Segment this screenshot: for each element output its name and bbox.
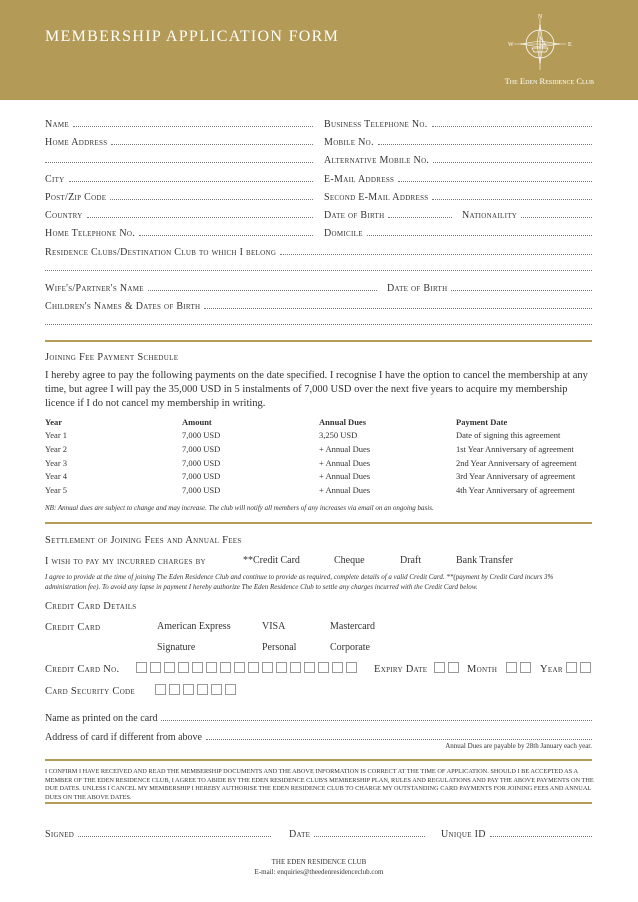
digit-box[interactable] (304, 662, 315, 673)
expiry-year-input[interactable] (566, 662, 594, 673)
children-line-2[interactable] (45, 324, 592, 325)
unique-id-field[interactable] (441, 826, 592, 840)
card-address-label: Address of card if different from above (45, 732, 202, 743)
partner-name-label: Wife's/Partner's Name (45, 283, 144, 294)
column-header: Payment Date (456, 416, 508, 427)
card-number-label: Credit Card No. (45, 664, 120, 675)
signed-field[interactable] (45, 826, 271, 840)
digit-box[interactable] (155, 684, 166, 695)
footer-email: E-mail: enquiries@theedenresidenceclub.com (254, 868, 384, 876)
card-type-personal[interactable]: Personal (262, 642, 297, 653)
digit-box[interactable] (276, 662, 287, 673)
table-row: Year 2 7,000 USD + Annual Dues 1st Year Anniversary of agreement (45, 443, 574, 454)
digit-box[interactable] (290, 662, 301, 673)
card-type-amex[interactable]: American Express (157, 621, 231, 632)
option-credit-card[interactable]: **Credit Card (243, 555, 300, 566)
digit-box[interactable] (346, 662, 357, 673)
digit-box[interactable] (197, 684, 208, 695)
column-header: Annual Dues (319, 416, 367, 427)
digit-box[interactable] (248, 662, 259, 673)
digit-box[interactable] (318, 662, 329, 673)
domicile-label: Domicile (324, 228, 363, 239)
residence-clubs-line-2[interactable] (45, 270, 592, 271)
printed-name-field[interactable] (45, 710, 592, 724)
second-email-field[interactable] (324, 189, 592, 203)
digit-box[interactable] (434, 662, 445, 673)
partner-name-field[interactable] (45, 280, 377, 294)
divider (45, 802, 592, 804)
table-row: Year 1 7,000 USD 3,250 USD Date of signing this agreement (45, 430, 561, 441)
home-address-label: Home Address (45, 137, 108, 148)
printed-name-label: Name as printed on the card (45, 713, 158, 724)
digit-box[interactable] (192, 662, 203, 673)
column-header: Year (45, 416, 62, 427)
digit-box[interactable] (183, 684, 194, 695)
digit-box[interactable] (136, 662, 147, 673)
security-code-label: Card Security Code (45, 686, 135, 697)
partner-dob-label: Date of Birth (387, 283, 448, 294)
settlement-agreement: I agree to provide at the time of joining The Eden Residence Club and continue to provide as required, complete details of a valid Credit Card. **(payment by Credit Card incurs 3% administration fee). To avoid any lapse in payment I hereby authorize The Eden Residence Club to settle any charges incurred with the Credit Card below. (45, 573, 554, 591)
digit-box[interactable] (448, 662, 459, 673)
postcode-field[interactable] (45, 189, 313, 203)
digit-box[interactable] (506, 662, 517, 673)
table-row: Year 4 7,000 USD + Annual Dues 3rd Year Anniversary of agreement (45, 471, 576, 482)
compass-e: E (568, 42, 572, 48)
card-number-input[interactable] (136, 662, 360, 673)
divider (45, 522, 592, 524)
business-phone-field[interactable] (324, 116, 592, 130)
card-address-field[interactable] (45, 729, 592, 743)
card-type-mastercard[interactable]: Mastercard (330, 621, 375, 632)
digit-box[interactable] (206, 662, 217, 673)
option-bank-transfer[interactable]: Bank Transfer (456, 555, 513, 566)
security-code-input[interactable] (155, 684, 239, 695)
expiry-label: Expiry Date (374, 664, 428, 675)
payment-schedule-table (45, 415, 595, 497)
home-address-field[interactable] (45, 134, 313, 148)
nationality-field[interactable] (462, 207, 592, 221)
second-email-label: Second E-Mail Address (324, 192, 429, 203)
digit-box[interactable] (211, 684, 222, 695)
header-banner (0, 0, 638, 100)
date-field[interactable] (289, 826, 425, 840)
compass-rose-icon (500, 10, 580, 80)
card-heading: Credit Card Details (45, 601, 137, 612)
table-row: Year 5 7,000 USD + Annual Dues 4th Year Anniversary of agreement (45, 484, 575, 495)
confirmation-statement: I CONFIRM I HAVE RECEIVED AND READ THE MEMBERSHIP DOCUMENTS AND THE ABOVE INFORMATION IS CORRECT AT THE TIME OF APPLICATION. SHOULD I BE ACCEPTED AS A MEMBER OF THE EDEN RESIDENCE CLUB, I AGREE TO ABIDE BY THE EDEN RESIDENCE CLUB'S MEMBERSHIP PLAN, RULES AND REGULATIONS AND PAY THE ABOVE PAYMENTS ON THE DUE DATES. UNLESS I CANCEL MY MEMBERSHIP I HEREBY AUTHORISE THE EDEN RESIDENCE CLUB TO CHARGE MY OUTSTANDING CARD PAYMENTS FOR JOINING FEES AND ANNUAL DUES ON THE ABOVE DATES. (45, 768, 594, 801)
club-name: The Eden Residence Club (504, 76, 594, 86)
digit-box[interactable] (332, 662, 343, 673)
dues-note: NB: Annual dues are subject to change and may increase. The club will notify all members of any increases via email on an ongoing basis. (45, 504, 434, 512)
home-phone-field[interactable] (45, 225, 313, 239)
digit-box[interactable] (234, 662, 245, 673)
card-type-visa[interactable]: VISA (262, 621, 286, 632)
residence-clubs-label: Residence Clubs/Destination Club to which I belong (45, 247, 277, 258)
wish-label: I wish to pay my incurred charges by (45, 556, 206, 567)
dob-field[interactable] (324, 207, 452, 221)
dob-label: Date of Birth (324, 210, 385, 221)
table-header-row (45, 415, 595, 429)
children-field[interactable] (45, 298, 592, 312)
dues-payable-note: Annual Dues are payable by 28th January each year. (445, 742, 592, 750)
divider (45, 759, 592, 761)
email-field[interactable] (324, 171, 592, 185)
name-label: Name (45, 119, 69, 130)
domicile-field[interactable] (324, 225, 592, 239)
mobile-label: Mobile No. (324, 137, 374, 148)
date-label: Date (289, 829, 311, 840)
partner-dob-field[interactable] (387, 280, 592, 294)
digit-box[interactable] (580, 662, 591, 673)
digit-box[interactable] (178, 662, 189, 673)
residence-clubs-field[interactable] (45, 244, 592, 258)
children-label: Children's Names & Dates of Birth (45, 301, 201, 312)
card-type-signature[interactable]: Signature (157, 642, 196, 653)
card-type-corporate[interactable]: Corporate (330, 642, 370, 653)
digit-box[interactable] (262, 662, 273, 673)
joining-fee-paragraph: I hereby agree to pay the following payments on the date specified. I recognise I have the option to cancel the membership at any time, but agree I will pay the 35,000 USD in 5 instalments of 7,000 USD over the next five years to acquire my membership licence if I do not cancel my membership in writing. (45, 370, 588, 409)
signed-label: Signed (45, 829, 75, 840)
city-field[interactable] (45, 171, 313, 185)
compass-w: W (508, 42, 514, 48)
card-label: Credit Card (45, 622, 101, 633)
digit-box[interactable] (566, 662, 577, 673)
business-phone-label: Business Telephone No. (324, 119, 428, 130)
digit-box[interactable] (150, 662, 161, 673)
digit-box[interactable] (164, 662, 175, 673)
mobile-field[interactable] (324, 134, 592, 148)
year-label: Year (540, 664, 563, 675)
name-field[interactable] (45, 116, 313, 130)
column-header: Amount (182, 416, 212, 427)
nationality-label: Nationaility (462, 210, 518, 221)
city-label: City (45, 174, 65, 185)
expiry-month-input[interactable] (506, 662, 534, 673)
postcode-label: Post/Zip Code (45, 192, 107, 203)
digit-box[interactable] (220, 662, 231, 673)
home-phone-label: Home Telephone No. (45, 228, 136, 239)
alt-mobile-label: Alternative Mobile No. (324, 155, 430, 166)
option-draft[interactable]: Draft (400, 555, 422, 566)
home-address-line-2[interactable] (45, 162, 313, 163)
alt-mobile-field[interactable] (324, 152, 592, 166)
country-label: Country (45, 210, 83, 221)
option-cheque[interactable]: Cheque (334, 555, 365, 566)
footer-club-name: THE EDEN RESIDENCE CLUB (271, 858, 367, 866)
digit-box[interactable] (225, 684, 236, 695)
joining-fee-heading: Joining Fee Payment Schedule (45, 352, 179, 363)
digit-box[interactable] (169, 684, 180, 695)
table-row: Year 3 7,000 USD + Annual Dues 2nd Year Anniversary of agreement (45, 457, 577, 468)
compass-n: N (537, 14, 543, 20)
email-label: E-Mail Address (324, 174, 395, 185)
settlement-heading: Settlement of Joining Fees and Annual Fees (45, 535, 242, 546)
form-title: MEMBERSHIP APPLICATION FORM (45, 28, 340, 45)
month-label: Month (467, 664, 498, 675)
divider (45, 340, 592, 342)
expiry-day-input[interactable] (434, 662, 462, 673)
country-field[interactable] (45, 207, 313, 221)
digit-box[interactable] (520, 662, 531, 673)
unique-id-label: Unique ID (441, 829, 486, 840)
